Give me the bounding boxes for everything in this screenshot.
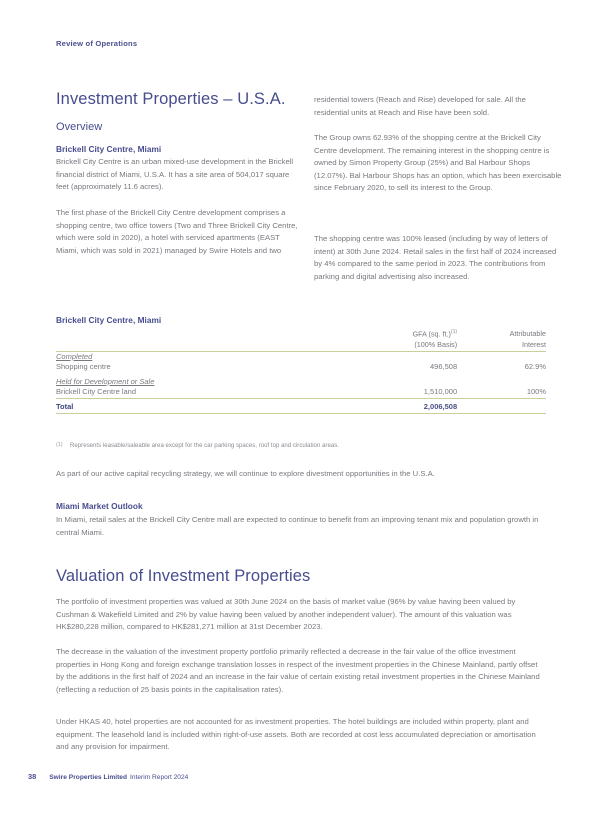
table-cell-gfa: 496,508 — [430, 362, 458, 372]
valuation-paragraph-1: The portfolio of investment properties was valued at 30th June 2024 on the basis of market value (96% by value having been valued by Cushman & Wakefield Limited and 2% by value having been valued by another independent valuer). The amount of this valuation was HK$280,228 million, compared to HK$281,271 million at 31st December 2023. — [56, 597, 516, 632]
table-head — [56, 327, 546, 351]
table-header-gfa — [349, 327, 467, 351]
capital-recycling-paragraph: As part of our active capital recycling strategy, we will continue to explore divestment opportunities in the U.S.A. — [56, 469, 435, 478]
table-header-gfa-line2: (100% Basis) — [414, 339, 458, 349]
table-title: Brickell City Centre, Miami — [56, 315, 162, 325]
valuation-paragraph-2: The decrease in the valuation of the investment property portfolio primarily reflected a decrease in the fair value of the office investment properties in Hong Kong and foreign exchange translation losses in respect of the investment properties in the Chinese Mainland, partly offset by the additions in the first half of 2024 and an increase in the fair value of certain existing retail investment properties in the Chinese Mainland (reflecting a reduction of 25 basis points in the capitalisation rates). — [56, 647, 540, 694]
table-subheading-spacer-gfa — [349, 377, 467, 386]
footnote-marker: (1) — [56, 442, 63, 448]
table-subheading-spacer-interest — [467, 377, 546, 386]
table-total-row — [56, 398, 546, 414]
table-header-gfa-superscript: (1) — [450, 329, 458, 335]
table-header-row — [56, 327, 546, 351]
table-row — [56, 386, 546, 399]
subsection-heading-miami-market-outlook: Miami Market Outlook — [56, 501, 143, 511]
table-subheading-spacer-gfa — [349, 351, 467, 361]
table-subheading-row — [56, 351, 546, 361]
right-paragraph-3: The shopping centre was 100% leased (including by way of letters of intent) at 30th June 2024. Retail sales in the first half of 2024 increased by 4% compared to the same period in 2023. The contributions from parking and digital advertising also increased. — [314, 234, 557, 281]
table-subheading-row — [56, 377, 546, 386]
right-paragraph-2: The Group owns 62.93% of the shopping centre at the Brickell City Centre development. The remaining interest in the shopping centre is owned by Simon Property Group (25%) and Bal Harbour Shops (12.07%). Bal Harbour Shops has an option, which has been exercisable since February 2020, to sell its interest to the Group. — [314, 133, 562, 193]
table-header-interest-line1: Attributable — [509, 329, 546, 339]
table-subheading-held-label: Held for Development or Sale — [56, 376, 155, 386]
table-total-label: Total — [56, 398, 349, 414]
table-subheading-held-for-development — [56, 377, 349, 386]
table-row — [56, 361, 546, 373]
table-header-interest — [467, 327, 546, 351]
table-subheading-spacer-interest — [467, 351, 546, 361]
table-header-label — [56, 327, 349, 351]
right-paragraph-1: residential towers (Reach and Rise) developed for sale. All the residential units at Reach and Rise have been sold. — [314, 95, 526, 117]
footer-company-name: Swire Properties Limited — [49, 774, 128, 781]
section-heading-overview: Overview — [56, 121, 103, 133]
page-footer — [28, 772, 188, 781]
left-paragraph-2: The first phase of the Brickell City Centre development comprises a shopping centre, two office towers (Two and Three Brickell City Centre, which were sold in 2020), a hotel with serviced apartments (EAST Miami, which was sold in 2021) managed by Swire Hotels and two — [56, 208, 298, 255]
table-subheading-completed-label: Completed — [56, 351, 93, 361]
footnote-text: Represents leasable/saleable area except for the car parking spaces, roof top and circulation areas. — [70, 442, 339, 449]
page-number: 38 — [28, 772, 37, 781]
table-cell-interest: 100% — [467, 386, 546, 399]
table-header-interest-line2: Interest — [522, 339, 546, 349]
table-total-gfa: 2,006,508 — [349, 398, 467, 414]
subsection-heading-brickell-city-centre: Brickell City Centre, Miami — [56, 144, 162, 154]
page-title: Investment Properties – U.S.A. — [56, 90, 286, 108]
table-cell-gfa: 1,510,000 — [349, 386, 467, 399]
table-body — [56, 351, 546, 414]
table-cell-label: Shopping centre — [56, 362, 111, 372]
running-head: Review of Operations — [56, 39, 138, 48]
section-heading-valuation: Valuation of Investment Properties — [56, 567, 311, 585]
brickell-city-centre-table — [56, 327, 546, 414]
table-header-gfa-line1: GFA (sq. ft.) — [412, 329, 451, 339]
table-cell-interest: 62.9% — [524, 362, 546, 372]
table-footnote — [56, 441, 546, 450]
miami-outlook-paragraph: In Miami, retail sales at the Brickell City Centre mall are expected to continue to benefit from an improving tenant mix and population growth in central Miami. — [56, 515, 539, 537]
valuation-paragraph-3: Under HKAS 40, hotel properties are not accounted for as investment properties. The hotel buildings are included within property, plant and equipment. The leasehold land is included within right-of-use assets. Both are recorded at cost less accumulated depreciation or amortisation and any provision for impairment. — [56, 717, 536, 752]
table-total-interest — [467, 398, 546, 414]
footer-report-name: Interim Report 2024 — [130, 774, 189, 781]
table-subheading-completed — [56, 351, 349, 361]
left-paragraph-1: Brickell City Centre is an urban mixed-use development in the Brickell financial district of Miami, U.S.A. It has a site area of 504,017 square feet (approximately 11.6 acres). — [56, 157, 294, 192]
table-cell-label: Brickell City Centre land — [56, 386, 349, 399]
